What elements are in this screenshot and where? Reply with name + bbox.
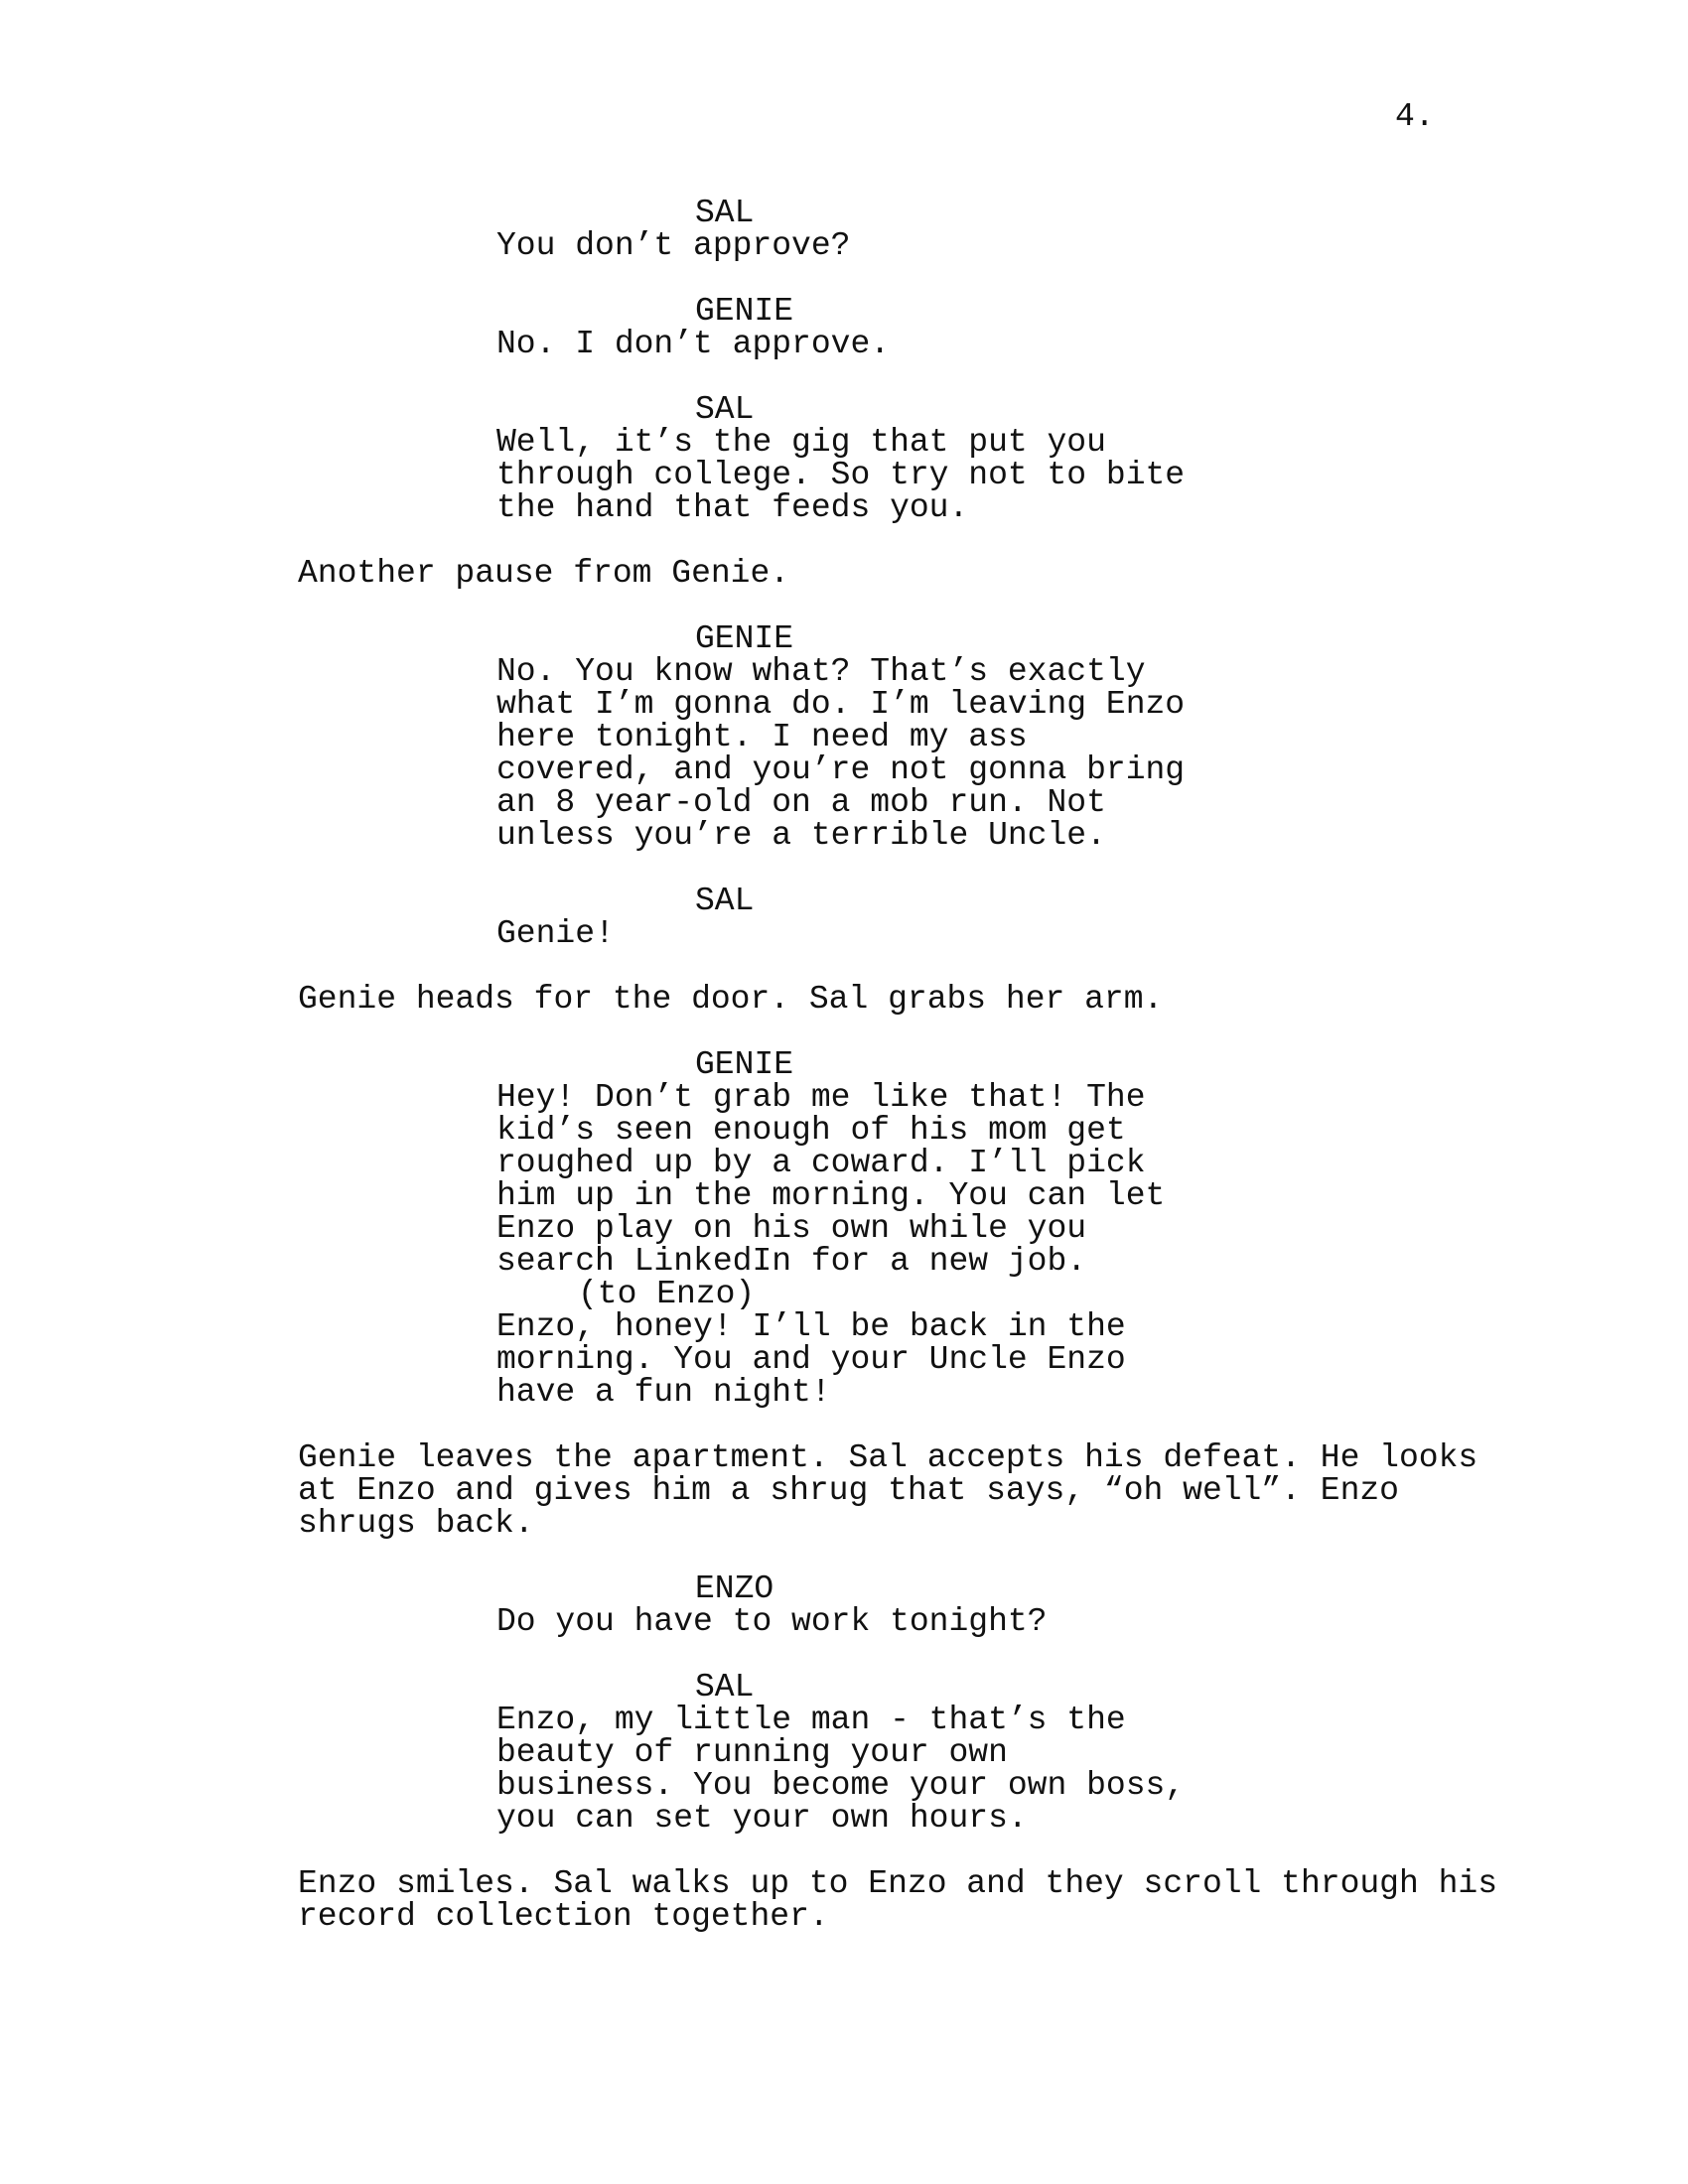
dialogue-line: an 8 year-old on a mob run. Not [496,784,1106,821]
page-number: 4. [1395,98,1435,135]
dialogue-line: covered, and you’re not gonna bring [496,751,1186,788]
character-line: GENIE [695,293,794,330]
character-line: GENIE [695,1046,794,1083]
dialogue-line: morning. You and your Uncle Enzo [496,1341,1126,1378]
parenthetical-line: (to Enzo) [578,1276,756,1312]
dialogue-line: Enzo, my little man - that’s the [496,1702,1126,1738]
dialogue-line: through college. So try not to bite [496,457,1186,493]
action-line: Genie heads for the door. Sal grabs her arm. [298,981,1164,1018]
dialogue-line: Well, it’s the gig that put you [496,424,1106,461]
dialogue-line: No. You know what? That’s exactly [496,653,1146,690]
dialogue-line: business. You become your own boss, [496,1767,1186,1804]
action-line: at Enzo and gives him a shrug that says, “oh well”. Enzo [298,1472,1399,1509]
dialogue-line: roughed up by a coward. I’ll pick [496,1145,1146,1181]
action-line: shrugs back. [298,1505,534,1542]
dialogue-line: You don’t approve? [496,227,851,264]
dialogue-line: Enzo, honey! I’ll be back in the [496,1308,1126,1345]
dialogue-line: kid’s seen enough of his mom get [496,1112,1126,1149]
dialogue-line: the hand that feeds you. [496,489,969,526]
dialogue-line: have a fun night! [496,1374,831,1411]
dialogue-line: Do you have to work tonight? [496,1603,1048,1640]
dialogue-line: beauty of running your own [496,1734,1008,1771]
dialogue-line: search LinkedIn for a new job. [496,1243,1087,1280]
dialogue-line: him up in the morning. You can let [496,1177,1166,1214]
action-line: Enzo smiles. Sal walks up to Enzo and they scroll through his [298,1865,1497,1902]
character-line: ENZO [695,1570,774,1607]
character-line: SAL [695,1669,755,1706]
character-line: SAL [695,883,755,919]
dialogue-line: No. I don’t approve. [496,326,891,362]
character-line: SAL [695,391,755,428]
character-line: SAL [695,195,755,231]
dialogue-line: Genie! [496,915,615,952]
dialogue-line: Hey! Don’t grab me like that! The [496,1079,1146,1116]
dialogue-line: Enzo play on his own while you [496,1210,1087,1247]
dialogue-line: here tonight. I need my ass [496,719,1028,755]
character-line: GENIE [695,620,794,657]
dialogue-line: you can set your own hours. [496,1800,1028,1837]
action-line: record collection together. [298,1898,829,1935]
dialogue-line: what I’m gonna do. I’m leaving Enzo [496,686,1186,723]
action-line: Another pause from Genie. [298,555,790,592]
dialogue-line: unless you’re a terrible Uncle. [496,817,1106,854]
action-line: Genie leaves the apartment. Sal accepts his defeat. He looks [298,1439,1478,1476]
